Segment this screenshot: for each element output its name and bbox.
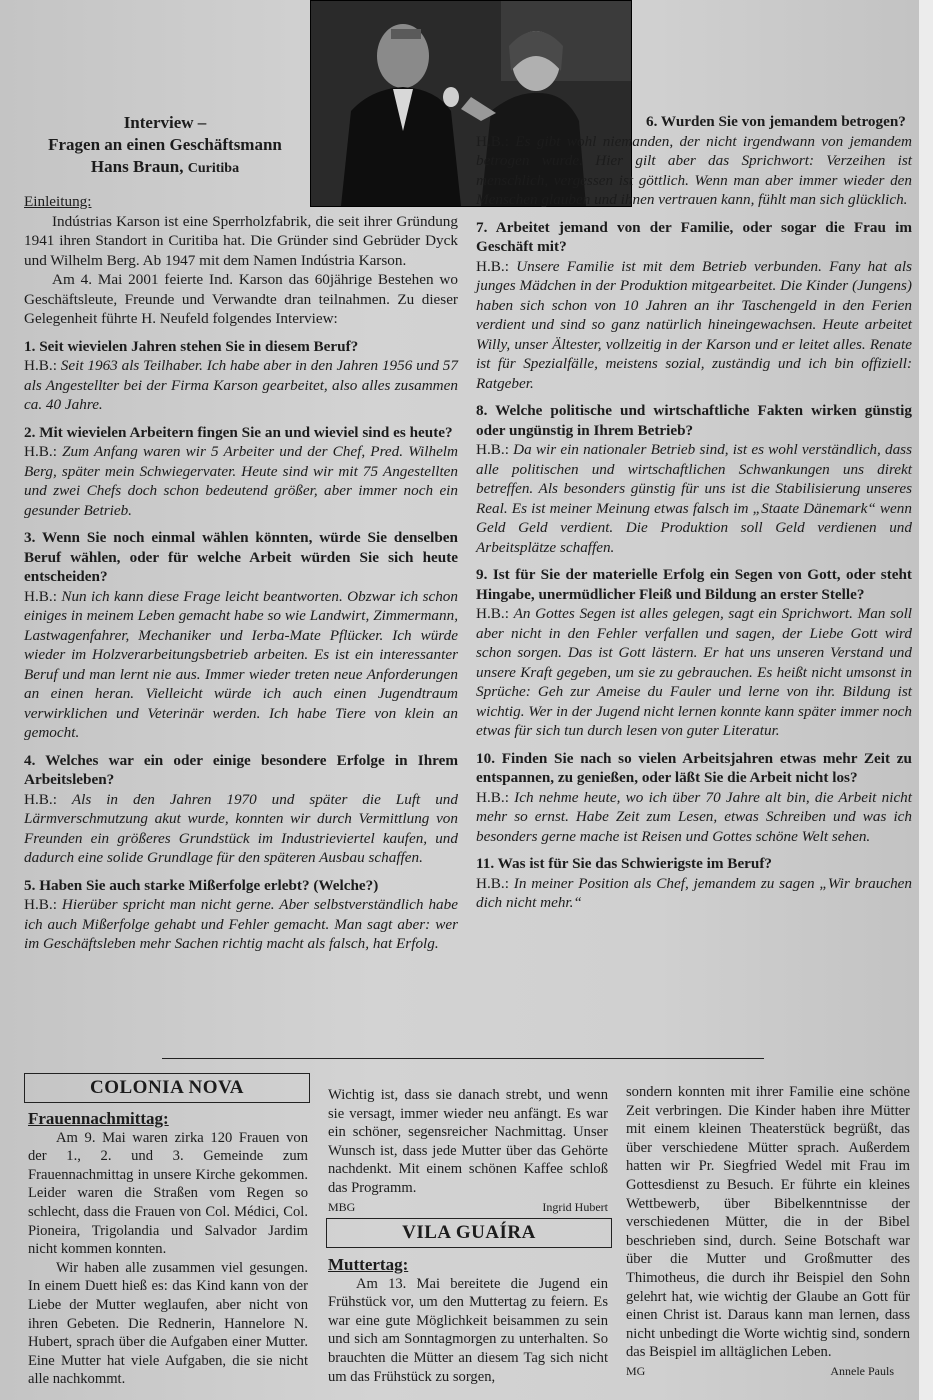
intro-paragraph-2: Am 4. Mai 2001 feierte Ind. Karson das 60jährige Bestehen wo Geschäftsleute, Freunde und Verwandte dran teilnahmen. Zu dieser Gelegenheit führte H. Neufeld folgendes Interview: xyxy=(24,271,458,327)
colonia-signature xyxy=(328,1198,608,1217)
vila-sig-initials: MG xyxy=(626,1363,646,1378)
title-city: Curitiba xyxy=(187,161,240,176)
vila-sig-author: Annele Pauls xyxy=(830,1363,894,1378)
answer-10 xyxy=(476,788,912,847)
title-line2: Fragen an einen Geschäftsmann xyxy=(48,135,282,154)
colonia-continued-column xyxy=(328,1086,608,1216)
answer-prefix: H.B.: xyxy=(24,443,57,460)
colonia-paragraph-2: Wir haben alle zusammen viel gesungen. In einem Duett hieß es: das Kind kann von der Liebe der Mutter weglaufen, aber nicht von ihren Gebeten. Die Rednerin, Hannelore N. Hubert, sprach über die Aufgaben einer Mutter. Eine Mutter hat viele Aufgaben, die sie nicht alle nachkommt. xyxy=(28,1259,308,1388)
question-5: 5. Haben Sie auch starke Mißerfolge erlebt? (Welche?) xyxy=(24,876,379,894)
answer-7-text: Unsere Familie ist mit dem Betrieb verbunden. Fany hat als junges Mädchen in der Produktion mitgearbeitet. Die Kinder (Jungens) haben sich schon von 10 Jahren an ihr Taschengeld in den Ferien verdient und sind so ganz natürlich hineingewachsen. Heute arbeitet Willy, unser Ältester, vollzeitig in der Karson und er leitet alles. Renate ist für Spezialfälle, meistens sozial, zuständig und ich bin offiziell: Ratgeber. xyxy=(476,257,913,392)
colonia-column xyxy=(28,1110,308,1389)
answer-prefix: H.B.: xyxy=(24,587,57,605)
title-name: Hans Braun, xyxy=(90,157,184,176)
question-7: 7. Arbeitet jemand von der Familie, oder sogar die Frau im Geschäft mit? xyxy=(476,218,912,255)
section-divider xyxy=(162,1058,764,1059)
colonia-sig-initials: MBG xyxy=(328,1199,356,1214)
page-edge xyxy=(919,0,933,1400)
frauennachmittag-subhead: Frauennachmittag: xyxy=(28,1109,169,1128)
answer-prefix: H.B.: xyxy=(476,788,509,806)
answer-11-text: In meiner Position als Chef, jemandem zu sagen „Wir brauchen dich nicht mehr.“ xyxy=(476,874,913,911)
answer-4-text: Als in den Jahren 1970 und später die Luft und Lärmverschmutzung akut wurde, konnten wir durch Vermittlung von Freunden ein größeres Grundstück im Industrieviertel kaufen, und dadurch eine solide Grundlage für den späteren Ausbau schaffen. xyxy=(24,790,458,866)
vila-paragraph-1: Am 13. Mai bereitete die Jugend ein Frühstück vor, um den Muttertag zu feiern. Es war eine gute Möglichkeit beisammen zu sein und sich am Sonntagmorgen zu unterhalten. So brauchten die Mütter an diesem Tag sich nicht um das Frühstück zu sorgen, xyxy=(328,1275,608,1385)
answer-prefix: H.B.: xyxy=(476,605,509,622)
title-line1: Interview – xyxy=(123,113,207,132)
colonia-nova-heading: COLONIA NOVA xyxy=(24,1073,310,1103)
answer-9-text: An Gottes Segen ist alles gelegen, sagt ein Sprichwort. Man soll aber nicht in den Fehler verfallen und sagen, der Liebe Gott wird schon sorgen. Das ist Gott lästern. Er hat uns unseren Verstand und unsere Kraft gegeben, um sie zu gebrauchen. Es heißt nicht umsonst in Sprüche: Geh zur Ameise du Fauler und lerne von ihr. Bildung ist wichtig. Wer in der Jugend nicht lernen konnte kann später immer noch etwas für sich tun durch lesen von guter Literatur. xyxy=(476,605,913,739)
colonia-paragraph-1: Am 9. Mai waren zirka 120 Frauen von der 1., 2. und 3. Gemeinde zum Frauennachmittag in unsere Kirche gekommen. Leider waren die Straßen vom Regen so schlecht, dass die Frauen von Col. Médici, Col. Pioneira, Trigolandia und Salvador Jardim nicht kommen konnten. xyxy=(28,1129,308,1258)
question-3: 3. Wenn Sie noch einmal wählen könnten, würde Sie denselben Beruf wählen, oder für welche Arbeit würden Sie sich heute entscheiden? xyxy=(24,529,458,585)
answer-5 xyxy=(24,895,458,954)
interview-right-column xyxy=(476,112,912,913)
question-10: 10. Finden Sie nach so vielen Arbeitsjahren etwas mehr Zeit zu entspannen, zu genießen, oder läßt Sie die Arbeit nicht los? xyxy=(476,749,912,786)
answer-6-text: Es gibt wohl niemanden, der nicht irgendwann von jemandem betrogen wurde. Hier gilt aber das Sprichwort: Verzeihen ist menschlich, vergessen ist göttlich. Wenn man aber immer wieder den Menschen glauben und ihnen vertrauen kann, fühlt man sich glücklich. xyxy=(476,132,913,208)
answer-9 xyxy=(476,604,912,741)
muttertag-subhead: Muttertag: xyxy=(328,1255,409,1274)
interview-left-column xyxy=(24,192,458,954)
answer-prefix: H.B.: xyxy=(476,132,509,150)
answer-prefix: H.B.: xyxy=(476,441,509,458)
answer-1 xyxy=(24,356,458,415)
question-4: 4. Welches war ein oder einige besondere Erfolge in Ihrem Arbeitsleben? xyxy=(24,751,458,788)
question-1: 1. Seit wievielen Jahren stehen Sie in diesem Beruf? xyxy=(24,337,359,355)
answer-3-text: Nun ich kann diese Frage leicht beantworten. Obzwar ich schon einiges in meinem Leben gemacht habe so wie Landwirt, Zimmermann, Lastwagenfahrer, Mechaniker und Ierba-Mate Pflücker. Ich würde wieder im Holzverarbeitungsbetrieb arbeiten. Es ist ein interessanter Beruf und man lernt nie aus. Immer wieder treten neue Anforderungen an einen heran. Vielleicht würde ich auch einen Jugendtraum verwirklichen und Veterinär werden. Ich habe Tiere von klein an gemocht. xyxy=(24,587,458,741)
answer-prefix: H.B.: xyxy=(476,874,509,892)
answer-8 xyxy=(476,440,912,557)
title-name-line xyxy=(20,156,310,180)
question-11: 11. Was ist für Sie das Schwierigste im Beruf? xyxy=(476,855,773,872)
vila-guaira-heading: VILA GUAÍRA xyxy=(326,1218,612,1248)
answer-prefix: H.B.: xyxy=(24,896,57,913)
question-6: 6. Wurden Sie von jemandem betrogen? xyxy=(646,113,906,130)
question-2: 2. Mit wievielen Arbeitern fingen Sie an und wieviel sind es heute? xyxy=(24,423,453,441)
answer-3 xyxy=(24,587,458,743)
answer-prefix: H.B.: xyxy=(476,257,509,275)
intro-label: Einleitung: xyxy=(24,193,92,210)
answer-8-text: Da wir ein nationaler Betrieb sind, ist es wohl verständlich, dass alle politischen und wirtschaftlichen Schwankungen uns direkt betreffen. Als besonders günstig für uns ist die Stabilisierung unseres Real. Es ist meiner Meinung etwas falsch im „Staate Dänemark“ wenn Geld Geld verdient. Die Produktion soll Geld verdienen und Arbeitsplätze schaffen. xyxy=(476,441,912,556)
answer-2 xyxy=(24,442,458,520)
answer-1-text: Seit 1963 als Teilhaber. Ich habe aber in den Jahren 1956 und 57 als Angestellter bei der Firma Karson gearbeitet, also alles zusammen ca. 40 Jahre. xyxy=(24,357,458,413)
answer-4 xyxy=(24,790,458,868)
vila-signature xyxy=(626,1362,910,1381)
answer-prefix: H.B.: xyxy=(24,357,57,374)
answer-6 xyxy=(476,132,912,210)
answer-5-text: Hierüber spricht man nicht gerne. Aber selbstverständlich habe ich auch Mißerfolge gehabt und Fehler gemacht. Man sagt aber: wer im Geschäftsleben mehr Sachen richtig macht als falsch, hat Erfolg. xyxy=(24,896,458,952)
vila-continued-column xyxy=(626,1083,910,1381)
answer-2-text: Zum Anfang waren wir 5 Arbeiter und der Chef, Pred. Wilhelm Berg, später mein Schwiegervater. Heute sind wir mit 75 Angestellten und zwei Chefs doch schon bedeutend größer, aber immer noch ein gesunder Betrieb. xyxy=(24,443,458,519)
answer-prefix: H.B.: xyxy=(24,790,57,808)
interview-title xyxy=(20,112,310,180)
intro-paragraph-1: Indústrias Karson ist eine Sperrholzfabrik, die seit ihrer Gründung 1941 ihren Standort in Curitiba hat. Die Gründer sind Gebrüder Dyck und Wilhelm Berg. Ab 1947 mit dem Namen Indústria Karson. xyxy=(24,212,458,269)
question-9: 9. Ist für Sie der materielle Erfolg ein Segen von Gott, oder steht Hingabe, unermüdlicher Fleiß und Bildung an erster Stelle? xyxy=(476,566,912,603)
colonia-sig-author: Ingrid Hubert xyxy=(542,1199,608,1214)
question-8: 8. Welche politische und wirtschaftliche Fakten wirken günstig oder ungünstig in Ihrem Betrieb? xyxy=(476,402,912,439)
answer-11 xyxy=(476,874,912,913)
vila-column xyxy=(328,1256,608,1386)
answer-10-text: Ich nehme heute, wo ich über 70 Jahre alt bin, die Arbeit nicht mehr so ernst. Habe Zeit zum Lesen, etwas Schreiben und was ich besonders gerne mache ist Reisen und Gottes schöne Welt sehen. xyxy=(476,788,912,845)
colonia-paragraph-3: Wichtig ist, dass sie danach strebt, und wenn sie versagt, immer wieder neu anfängt. Es war ein schöner, segensreicher Nachmittag. Unser Wunsch ist, dass jede Mutter über das Gehörte nachdenkt. Mit einem schönen Kaffee schloß das Programm. xyxy=(328,1087,608,1196)
answer-7 xyxy=(476,257,912,394)
vila-paragraph-2: sondern konnten mit ihrer Familie eine schöne Zeit verbringen. Die Kinder haben ihre Mütter mit einem kleinen Theaterstück begrüßt, das über verschiedene Mütter sprach. Außerdem hatten wir Pr. Siegfried Wedel mit Frau im Gottesdienst zu Besuch. Er führte ein kleines Wettbewerb, über Bibelkenntnisse der verschiedenen Mütter, die in der Bibel beschrieben sind, durch. Seine Botschaft war über die Mutter und Großmutter des Thimotheus, die durch ihr Beispiel den Sohn gelehrt hat, wie wichtig der Glaube an Gott für einen Christ ist. Daraus kann man lernen, dass nicht unbedingt die Worte wichtig sind, sondern das Beispiel im alltäglichen Leben. xyxy=(626,1084,910,1361)
